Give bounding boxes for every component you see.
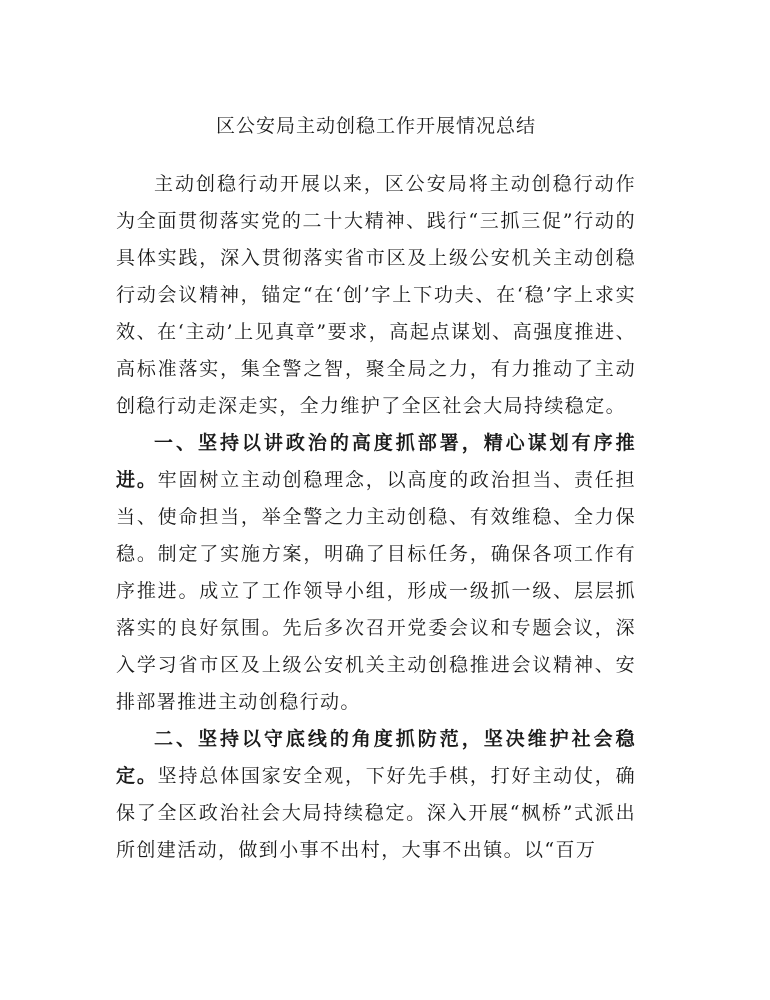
document-page — [116, 112, 636, 869]
section-2-heading: 二、坚持以守底线的角度抓防范，坚决维护社会稳定。 — [116, 728, 636, 787]
section-1-heading: 一、坚持以讲政治的高度抓部署，精心谋划有序推进。 — [116, 432, 636, 491]
section-2-body: 坚持总体国家安全观，下好先手棋，打好主动仗，确保了全区政治社会大局持续稳定。深入开展“枫桥”式派出所创建活动，做到小事不出村，大事不出镇。以“百万 — [116, 765, 636, 861]
intro-paragraph: 主动创稳行动开展以来，区公安局将主动创稳行动作为全面贯彻落实党的二十大精神、践行“三抓三促”行动的具体实践，深入贯彻落实省市区及上级公安机关主动创稳行动会议精神，锚定“在‘创’字上下功夫、在‘稳’字上求实效、在‘主动’上见真章”要求，高起点谋划、高强度推进、高标准落实，集全警之智，聚全局之力，有力推动了主动创稳行动走深走实，全力维护了全区社会大局持续稳定。 — [116, 173, 636, 417]
section-1-body: 牢固树立主动创稳理念，以高度的政治担当、责任担当、使命担当，举全警之力主动创稳、有效维稳、全力保稳。制定了实施方案，明确了目标任务，确保各项工作有序推进。成立了工作领导小组，形成一级抓一级、层层抓落实的良好氛围。先后多次召开党委会议和专题会议，深入学习省市区及上级公安机关主动创稳推进会议精神、安排部署推进主动创稳行动。 — [116, 469, 636, 713]
section-2-paragraph — [116, 721, 636, 869]
section-1-paragraph — [116, 425, 636, 721]
document-title: 区公安局主动创稳工作开展情况总结 — [215, 115, 536, 137]
